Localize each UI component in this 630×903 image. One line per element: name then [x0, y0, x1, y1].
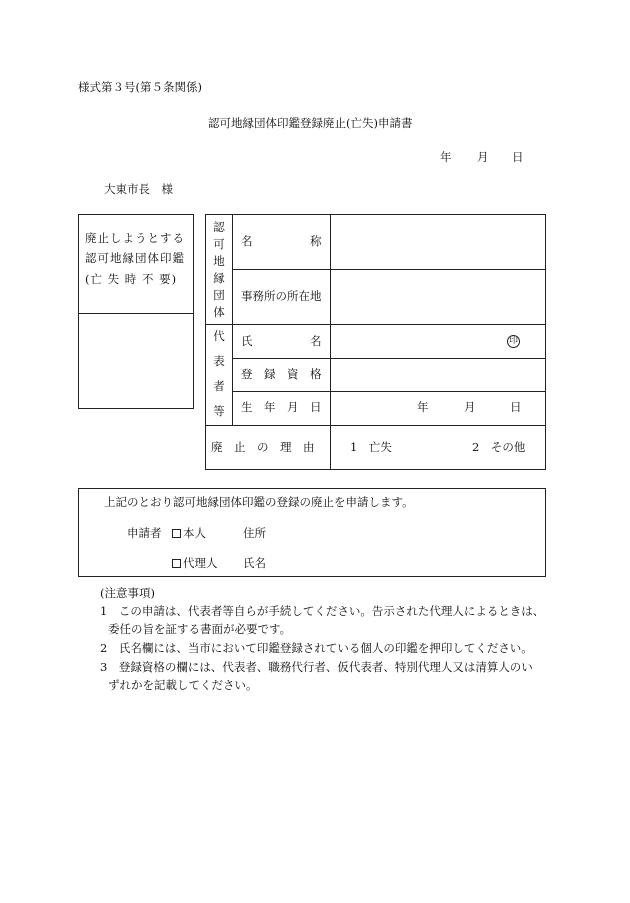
seal-box-label-line2: 認可地縁団体印鑑 [85, 251, 185, 265]
group-heading-char: 体 [213, 305, 225, 319]
addressee: 大東市長 様 [104, 182, 173, 196]
applicant-name-label: 氏名 [243, 556, 266, 570]
seal-box-label-line3: (亡 失 時 不 要) [85, 272, 178, 286]
birth-date-label: 生 年 月 日 [241, 400, 322, 414]
reason-option-other[interactable]: 2 その他 [472, 440, 526, 454]
notes-heading: (注意事項) [100, 586, 155, 600]
seal-mark-icon: 印 [508, 336, 518, 346]
reason-option-lost[interactable]: 1 亡失 [350, 440, 392, 454]
group-heading-char: 地 [213, 254, 225, 268]
date-year: 年 [440, 150, 452, 164]
document-title: 認可地縁団体印鑑登録廃止(亡失)申請書 [208, 116, 413, 130]
seal-box-label-line1: 廃止しようとする [85, 231, 185, 245]
application-statement: 上記のとおり認可地縁団体印鑑の登録の廃止を申請します。 [104, 495, 414, 509]
note-2: 2 氏名欄には、当市において印鑑登録されている個人の印鑑を押印してください。 [100, 641, 533, 655]
note-1-line-1: 1 この申請は、代表者等自らが手続してください。告示された代理人によるときは、 [100, 604, 545, 618]
self-checkbox[interactable] [172, 529, 181, 538]
note-3-line-1: 3 登録資格の欄には、代表者、職務代行者、仮代表者、特別代理人又は清算人のい [100, 660, 533, 674]
applicant-address-label: 住所 [243, 526, 266, 540]
qualification-field[interactable] [331, 359, 545, 390]
applicant-label: 申請者 [127, 526, 162, 540]
agent-checkbox[interactable] [172, 559, 181, 568]
table-row-divider-5 [205, 425, 546, 426]
form-number: 様式第３号(第５条関係) [78, 80, 202, 94]
office-address-field[interactable] [331, 270, 545, 323]
representative-heading-char: 代 [213, 329, 225, 343]
note-1-line-2: 委任の旨を証する書面が必要です。 [108, 622, 292, 636]
reason-label: 廃 止 の 理 由 [211, 440, 315, 454]
seal-impression-area[interactable] [79, 314, 193, 408]
representative-name-label: 氏 名 [241, 334, 322, 348]
birth-year-unit: 年 [417, 400, 429, 414]
date-day: 日 [512, 150, 524, 164]
representative-heading-char: 表 [213, 354, 225, 368]
self-label: 本人 [183, 526, 206, 540]
representative-heading-char: 等 [213, 404, 225, 418]
applicant-agent-option[interactable] [172, 558, 218, 570]
table-col-divider-1 [232, 214, 233, 425]
applicant-self-option[interactable] [172, 528, 206, 540]
agent-label: 代理人 [183, 556, 218, 570]
group-heading-char: 可 [213, 237, 225, 251]
table-row-divider-4 [232, 391, 546, 392]
birth-day-unit: 日 [510, 400, 522, 414]
group-heading-char: 団 [213, 288, 225, 302]
birth-month-unit: 月 [464, 400, 476, 414]
group-heading-char: 縁 [213, 271, 225, 285]
office-address-label: 事務所の所在地 [241, 289, 322, 303]
representative-heading-char: 者 [213, 379, 225, 393]
note-3-line-2: ずれかを記載してください。 [108, 678, 258, 692]
qualification-label: 登 録 資 格 [241, 367, 322, 381]
date-month: 月 [477, 150, 489, 164]
group-name-field[interactable] [331, 215, 545, 268]
group-name-label: 名 称 [241, 234, 322, 248]
group-heading-char: 認 [213, 220, 225, 234]
